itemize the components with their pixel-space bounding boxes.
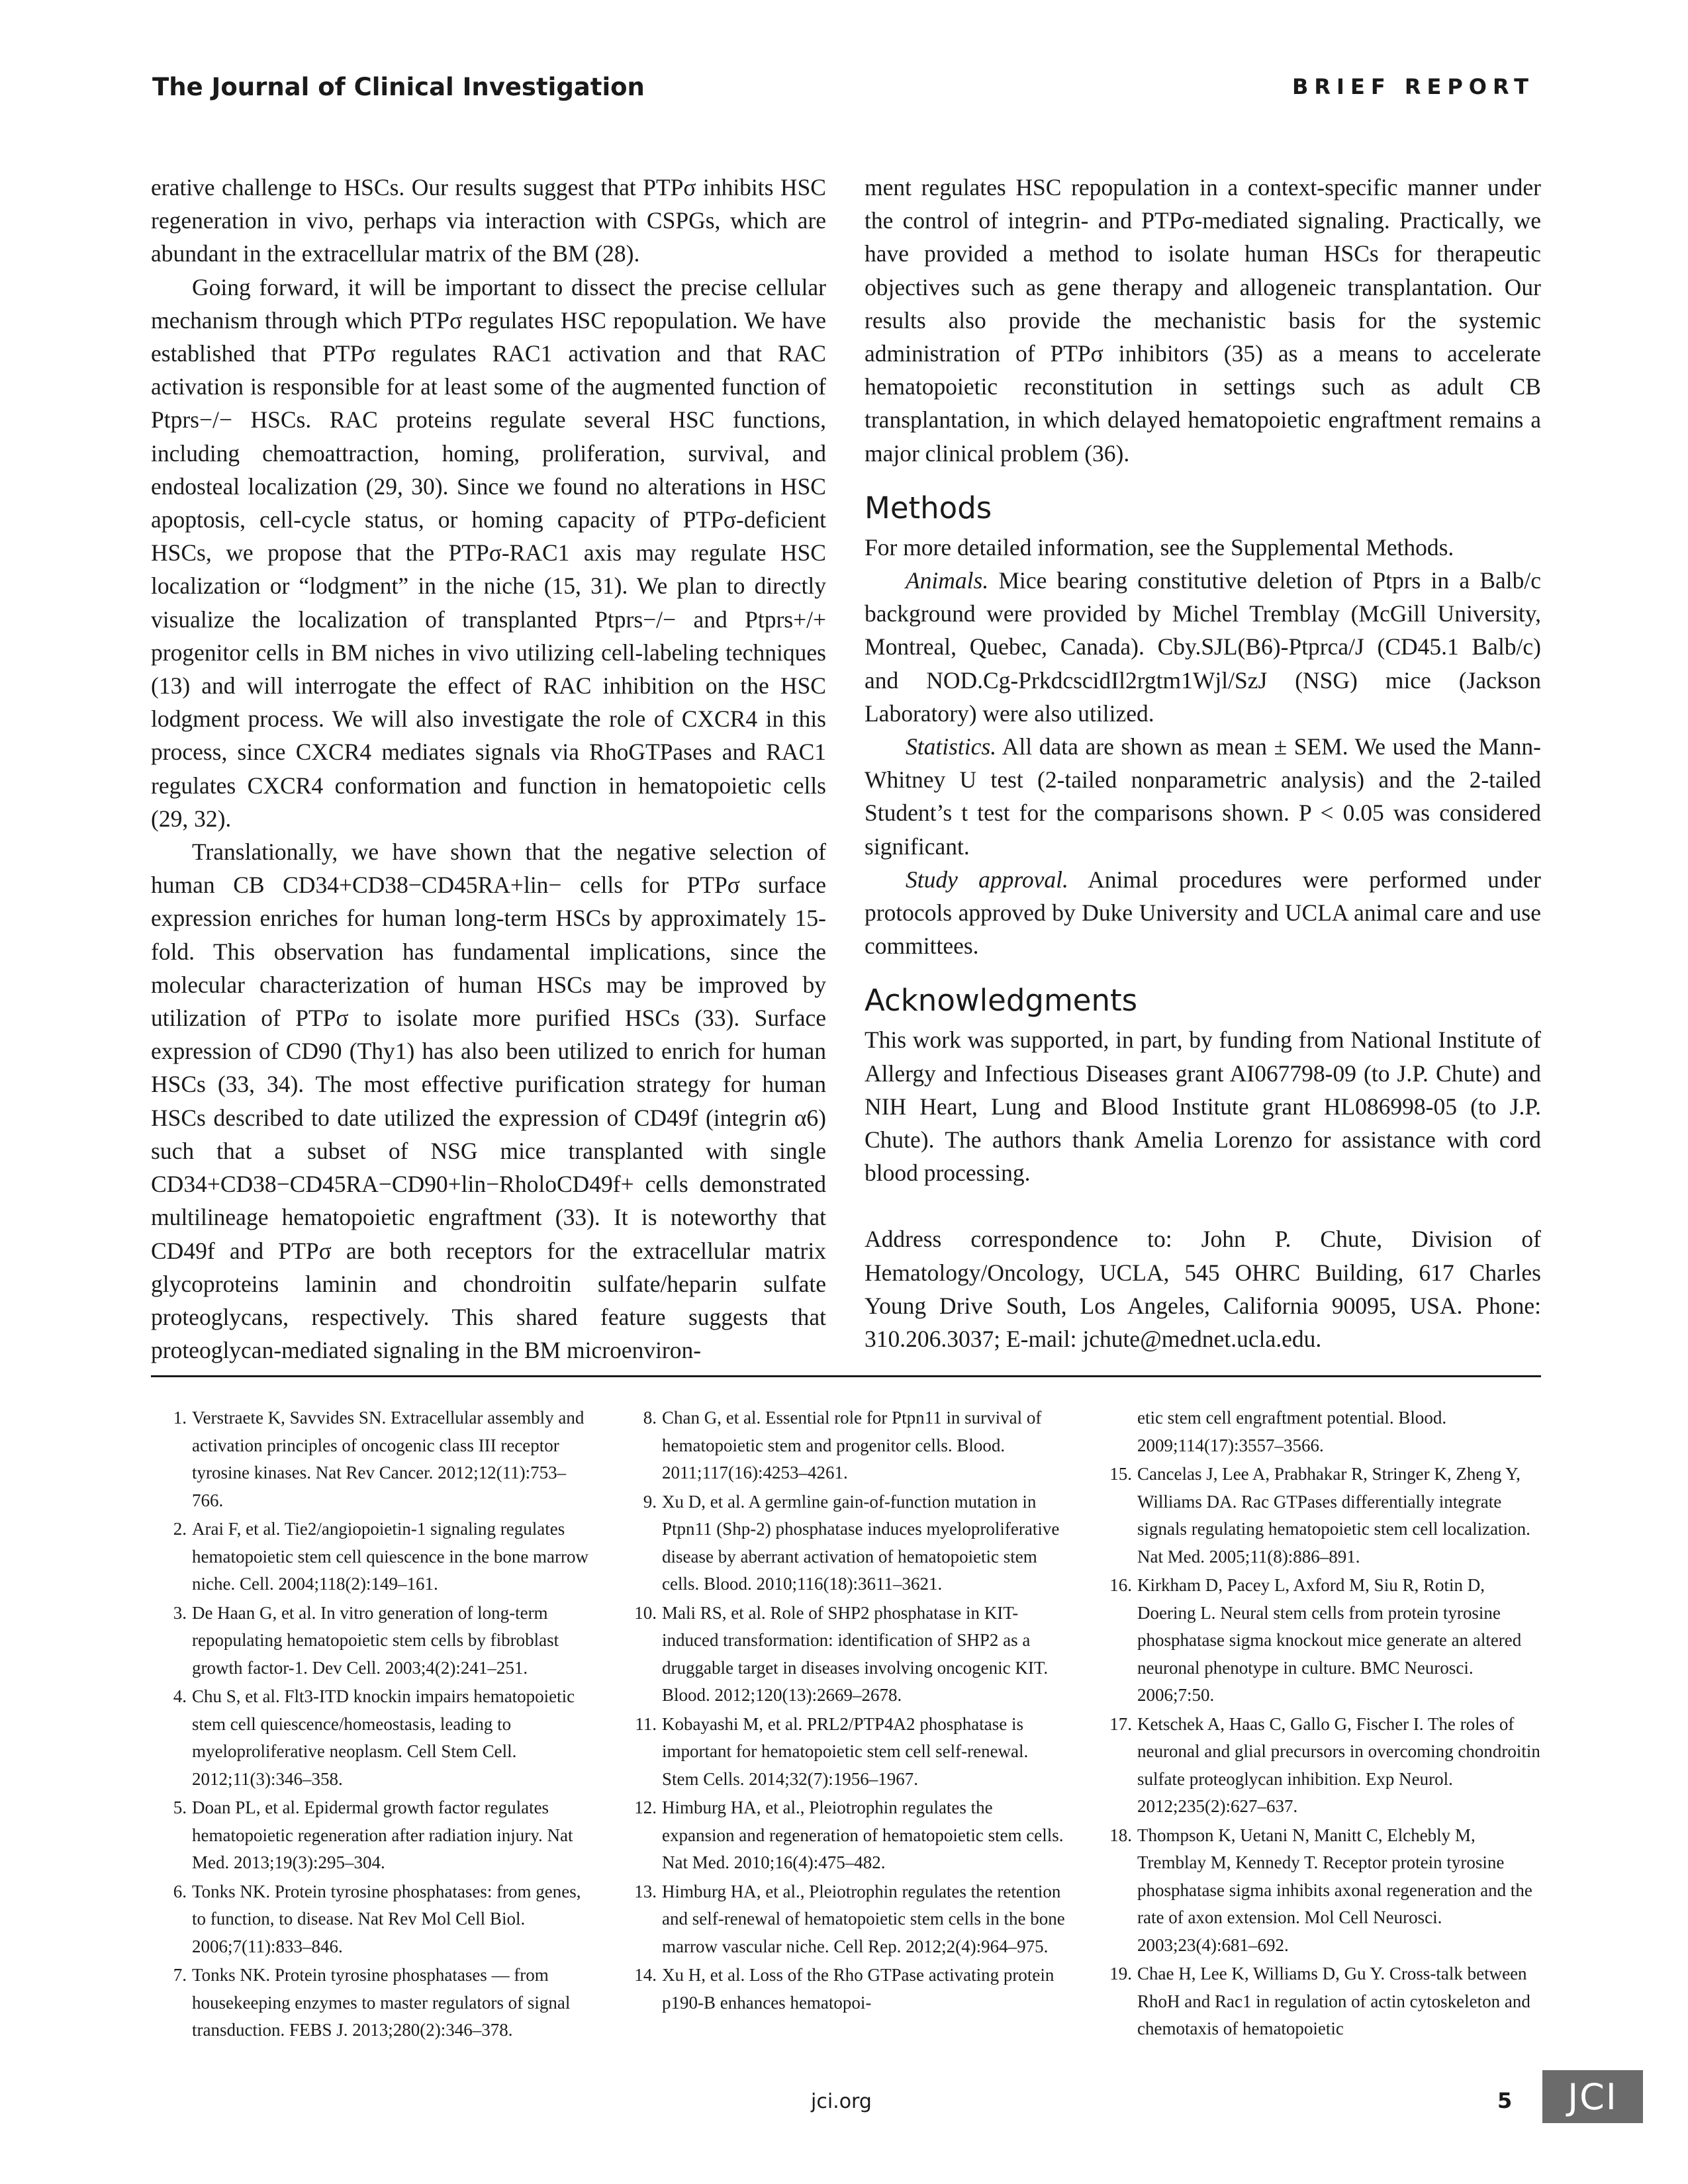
reference-item <box>1099 1822 1541 1960</box>
methods-heading: Methods <box>865 490 992 525</box>
reference-number: 14. <box>634 1965 657 1985</box>
body-paragraph: Going forward, it will be important to dissect the precise cellular mechanism through which PTPσ regulates HSC repopulation. We have established that PTPσ regulates RAC1 activation and that RAC activation is responsible for at least some of the augmented function of Ptprs−/− HSCs. RAC proteins regulate several HSC functions, including chemoattraction, homing, proliferation, survival, and endosteal localization (29, 30). Since we found no alterations in HSC apoptosis, cell-cycle status, or homing capacity of PTPσ-deficient HSCs, we propose that the PTPσ-RAC1 axis may regulate HSC localization or “lodgment” in the niche (15, 31). We plan to directly visualize the localization of transplanted Ptprs−/− and Ptprs+/+ progenitor cells in BM niches in vivo utilizing cell-labeling techniques (13) and will interrogate the effect of RAC inhibition on the HSC lodgment process. We will also investigate the role of CXCR4 in this process, since CXCR4 mediates signals via RhoGTPases and RAC1 regulates CXCR4 conformation and function in hematopoietic cells (29, 32). <box>151 273 826 832</box>
page-number: 5 <box>1497 2088 1513 2113</box>
reference-item <box>154 1794 590 1877</box>
reference-number: 18. <box>1109 1825 1132 1845</box>
reference-item <box>154 1878 590 1961</box>
reference-number: 13. <box>634 1881 657 1901</box>
reference-text: Xu H, et al. Loss of the Rho GTPase activating protein p190-B enhances hematopoi- <box>662 1965 1055 2013</box>
reference-text: Kirkham D, Pacey L, Axford M, Siu R, Rotin D, Doering L. Neural stem cells from protein tyrosine phosphatase sigma knockout mice generate an altered neuronal phenotype in culture. BMC Neurosci. 2006;7:50. <box>1137 1575 1522 1705</box>
reference-item <box>624 1600 1067 1709</box>
reference-text: Tonks NK. Protein tyrosine phosphatases — from housekeeping enzymes to master regulators of signal transduction. FEBS J. 2013;280(2):346–378. <box>192 1965 571 2040</box>
reference-number: 2. <box>173 1519 187 1539</box>
references-column-2 <box>624 1404 1067 2018</box>
acknowledgments-heading: Acknowledgments <box>865 983 1138 1019</box>
reference-number: 11. <box>635 1713 657 1734</box>
reference-text: Mali RS, et al. Role of SHP2 phosphatase in KIT-induced transformation: identification of SHP2 as a druggable target in diseases involving oncogenic KIT. Blood. 2012;120(13):2669–2678. <box>662 1602 1049 1705</box>
reference-number: 3. <box>173 1602 187 1623</box>
reference-item <box>624 1794 1067 1877</box>
references-column-3 <box>1099 1404 1541 2044</box>
methods-approval <box>865 863 1541 963</box>
body-paragraph: erative challenge to HSCs. Our results suggest that PTPσ inhibits HSC regeneration in vivo, perhaps via interaction with CSPGs, which are abundant in the extracellular matrix of the BM (28). <box>151 174 826 267</box>
reference-number: 17. <box>1109 1713 1132 1734</box>
reference-text: Tonks NK. Protein tyrosine phosphatases: from genes, to function, to disease. Nat Rev Mol Cell Biol. 2006;7(11):833–846. <box>192 1881 581 1956</box>
statistics-text: All data are shown as mean ± SEM. We used the Mann-Whitney U test (2-tailed nonparametric analysis) and the 2-tailed Student’s t test for the comparisons shown. P < 0.05 was considered significant. <box>865 733 1541 860</box>
correspondence-address: Address correspondence to: John P. Chute, Division of Hematology/Oncology, UCLA, 545 OHRC Building, 617 Charles Young Drive South, Los Angeles, California 90095, USA. Phone: 310.206.3037; E-mail: jchute@mednet.ucla.edu. <box>865 1226 1541 1353</box>
reference-item <box>624 1878 1067 1961</box>
animals-text: Mice bearing constitutive deletion of Ptprs in a Balb/c background were provided by Michel Tremblay (McGill University, Montreal, Quebec, Canada). Cby.SJL(B6)-Ptprca/J (CD45.1 Balb/c) and NOD.Cg-PrkdcscidIl2rgtm1Wjl/SzJ (NSG) mice (Jackson Laboratory) were also utilized. <box>865 567 1541 727</box>
journal-title: The Journal of Clinical Investigation <box>152 73 645 101</box>
acknowledgments-text: This work was supported, in part, by funding from National Institute of Allergy and Infectious Diseases grant AI067798-09 (to J.P. Chute) and NIH Heart, Lung and Blood Institute grant HL086998-05 (to J.P. Chute). The authors thank Amelia Lorenzo for assistance with cord blood processing. <box>865 1026 1541 1187</box>
reference-number: 7. <box>173 1965 187 1985</box>
statistics-label: Statistics. <box>906 733 997 760</box>
reference-number: 6. <box>173 1881 187 1901</box>
reference-text: Ketschek A, Haas C, Gallo G, Fischer I. The roles of neuronal and glial precursors in overcoming chondroitin sulfate proteoglycan inhibition. Exp Neurol. 2012;235(2):627–637. <box>1137 1713 1540 1816</box>
reference-number: 19. <box>1109 1964 1132 1983</box>
reference-text: Chu S, et al. Flt3-ITD knockin impairs hematopoietic stem cell quiescence/homeostasis, leading to myeloproliferative neoplasm. Cell Stem Cell. 2012;11(3):346–358. <box>192 1686 575 1789</box>
reference-text: Himburg HA, et al., Pleiotrophin regulates the retention and self-renewal of hematopoietic stem cells in the bone marrow vascular niche. Cell Rep. 2012;2(4):964–975. <box>662 1881 1065 1956</box>
approval-label: Study approval. <box>906 866 1068 893</box>
reference-continuation: etic stem cell engraftment potential. Blood. 2009;114(17):3557–3566. <box>1137 1408 1447 1455</box>
reference-item <box>1099 1960 1541 2043</box>
reference-number: 15. <box>1109 1464 1132 1484</box>
approval-text: Animal procedures were performed under protocols approved by Duke University and UCLA animal care and use committees. <box>865 866 1541 960</box>
reference-number: 9. <box>643 1491 657 1512</box>
reference-item <box>624 1488 1067 1598</box>
reference-number: 4. <box>173 1686 187 1706</box>
body-column-right <box>865 171 1541 1355</box>
reference-item <box>154 1683 590 1793</box>
reference-number: 12. <box>634 1797 657 1817</box>
body-paragraph: ment regulates HSC repopulation in a context-specific manner under the control of integrin- and PTPσ-mediated signaling. Practically, we have provided a method to isolate human HSCs for therapeutic objectives such as gene therapy and allogeneic transplantation. Our results also provide the mechanistic basis for the systemic administration of PTPσ inhibitors (35) as a means to accelerate hematopoietic reconstitution in settings such as adult CB transplantation, in which delayed hematopoietic engraftment remains a major clinical problem (36). <box>865 174 1541 467</box>
reference-item <box>154 1404 590 1514</box>
reference-text: De Haan G, et al. In vitro generation of long-term repopulating hematopoietic stem cells by fibroblast growth factor-1. Dev Cell. 2003;4(2):241–251. <box>192 1602 559 1678</box>
body-paragraph: Translationally, we have shown that the negative selection of human CB CD34+CD38−CD45RA+lin− cells for PTPσ surface expression enriches for human long-term HSCs by approximately 15-fold. This observation has fundamental implications, since the molecular characterization of human HSCs may be improved by utilization of PTPσ to isolate more purified HSCs (33). Surface expression of CD90 (Thy1) has also been utilized to enrich for human HSCs (33, 34). The most effective purification strategy for human HSCs described to date utilized the expression of CD49f (integrin α6) such that a subset of NSG mice transplanted with single CD34+CD38−CD45RA−CD90+lin−RholoCD49f+ cells demonstrated multilineage hematopoietic engraftment (33). It is noteworthy that CD49f and PTPσ are both receptors for the extracellular matrix glycoproteins laminin and chondroitin sulfate/heparin sulfate proteoglycans, respectively. This shared feature suggests that proteoglycan-mediated signaling in the BM microenviron- <box>151 839 826 1364</box>
reference-number: 5. <box>173 1797 187 1817</box>
reference-item <box>624 1962 1067 2017</box>
reference-item <box>154 1600 590 1682</box>
reference-item <box>624 1404 1067 1487</box>
methods-lead: For more detailed information, see the Supplemental Methods. <box>865 533 1454 561</box>
reference-number: 8. <box>643 1408 657 1428</box>
references-column-1 <box>154 1404 590 2046</box>
jci-logo: JCI <box>1542 2070 1643 2123</box>
methods-animals <box>865 564 1541 730</box>
reference-text: Kobayashi M, et al. PRL2/PTP4A2 phosphatase is important for hematopoietic stem cell self-renewal. Stem Cells. 2014;32(7):1956–1967. <box>662 1713 1029 1789</box>
reference-text: Doan PL, et al. Epidermal growth factor regulates hematopoietic regeneration after radiation injury. Nat Med. 2013;19(3):295–304. <box>192 1797 573 1872</box>
reference-number: 10. <box>634 1602 657 1623</box>
reference-number: 1. <box>173 1408 187 1428</box>
reference-item <box>154 1516 590 1598</box>
reference-text: Arai F, et al. Tie2/angiopoietin-1 signaling regulates hematopoietic stem cell quiescence in the bone marrow niche. Cell. 2004;118(2):149–161. <box>192 1519 589 1594</box>
reference-number: 16. <box>1109 1575 1132 1595</box>
reference-text: Chae H, Lee K, Williams D, Gu Y. Cross-talk between RhoH and Rac1 in regulation of actin cytoskeleton and chemotaxis of hematopoietic <box>1137 1964 1530 2038</box>
reference-item <box>1099 1461 1541 1570</box>
animals-label: Animals. <box>906 567 989 594</box>
body-column-left <box>151 171 826 1367</box>
reference-text: Thompson K, Uetani N, Manitt C, Elchebly M, Tremblay M, Kennedy T. Receptor protein tyrosine phosphatase sigma inhibits axonal regeneration and the rate of axon extension. Mol Cell Neurosci. 2003;23(4):681–692. <box>1137 1825 1532 1955</box>
section-label: BRIEF REPORT <box>1292 74 1534 99</box>
reference-item <box>1099 1711 1541 1821</box>
reference-item <box>154 1962 590 2044</box>
reference-text: Cancelas J, Lee A, Prabhakar R, Stringer K, Zheng Y, Williams DA. Rac GTPases differentially integrate signals regulating hematopoietic stem cell localization. Nat Med. 2005;11(8):886–891. <box>1137 1464 1530 1567</box>
methods-statistics <box>865 730 1541 863</box>
reference-text: Verstraete K, Savvides SN. Extracellular assembly and activation principles of oncogenic class III receptor tyrosine kinases. Nat Rev Cancer. 2012;12(11):753–766. <box>192 1408 585 1510</box>
reference-item <box>624 1711 1067 1794</box>
journal-website: jci.org <box>811 2090 872 2113</box>
reference-text: Chan G, et al. Essential role for Ptpn11 in survival of hematopoietic stem and progenitor cells. Blood. 2011;117(16):4253–4261. <box>662 1408 1042 1482</box>
reference-text: Xu D, et al. A germline gain-of-function mutation in Ptpn11 (Shp-2) phosphatase induces myeloproliferative disease by aberrant activation of hematopoietic stem cells. Blood. 2010;116(18):3611–3621. <box>662 1491 1060 1594</box>
reference-text: Himburg HA, et al., Pleiotrophin regulates the expansion and regeneration of hematopoietic stem cells. Nat Med. 2010;16(4):475–482. <box>662 1797 1064 1872</box>
references-divider <box>151 1375 1541 1377</box>
reference-item <box>1099 1572 1541 1709</box>
